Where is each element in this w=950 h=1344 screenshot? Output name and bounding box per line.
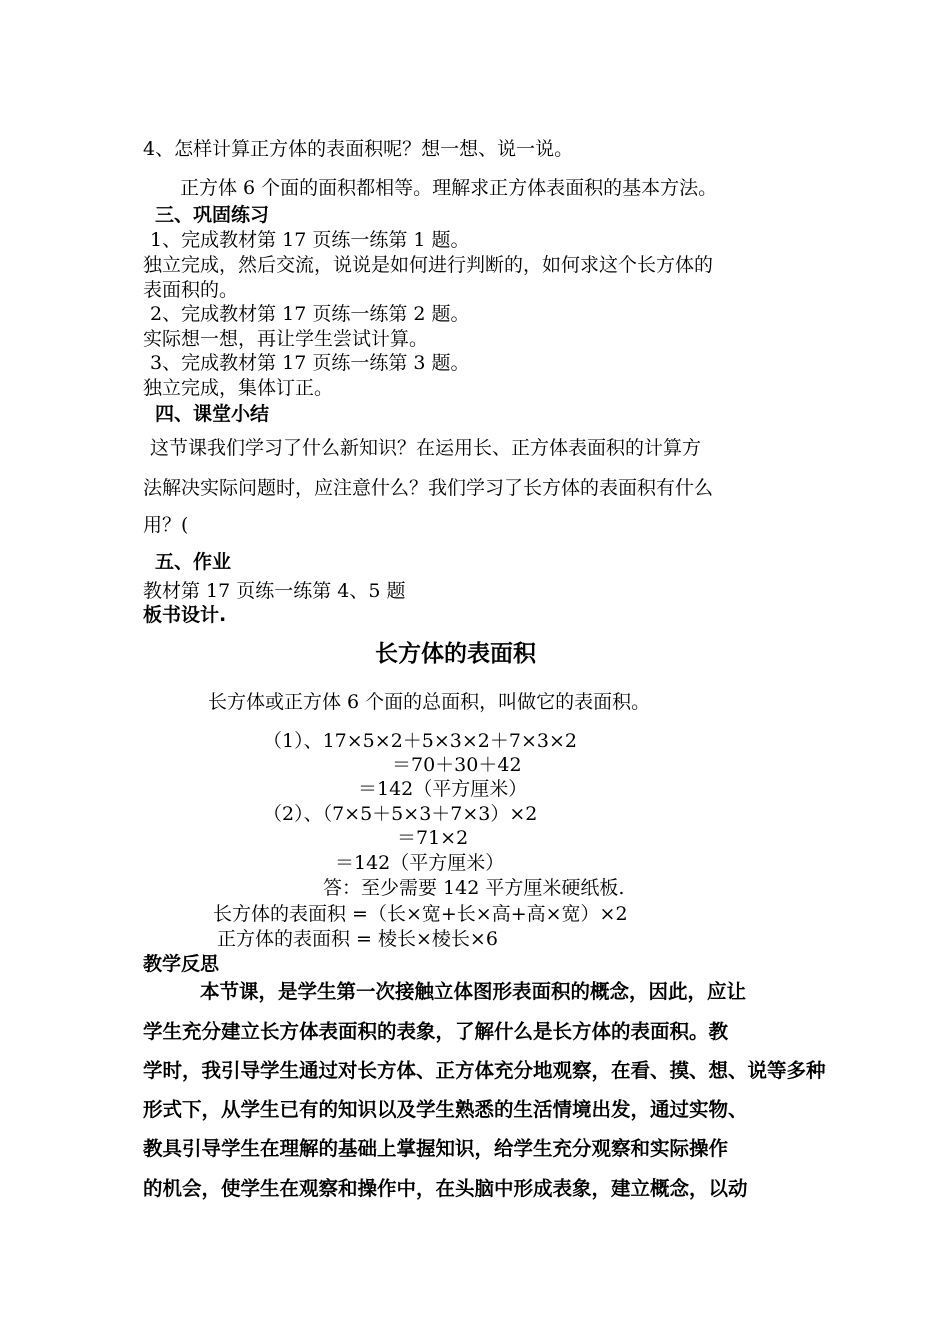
reflection-heading: 教学反思 xyxy=(143,953,220,975)
calc-2-line-1: （2）、（7×5＋5×3＋7×3）×2 xyxy=(263,803,538,825)
formula-cube: 正方体的表面积 = 棱长×棱长×6 xyxy=(217,928,498,950)
practice-item-3-note: 独立完成，集体订正。 xyxy=(143,377,334,399)
reflection-line-3: 学时，我引导学生通过对长方体、正方体充分地观察，在看、摸、想、说等多种 xyxy=(143,1059,826,1082)
board-definition: 长方体或正方体 6 个面的总面积，叫做它的表面积。 xyxy=(208,691,651,713)
calc-2-line-3: ＝142（平方厘米） xyxy=(335,852,505,874)
board-heading: 板书设计. xyxy=(143,604,227,626)
calc-1-line-3: ＝142（平方厘米） xyxy=(358,778,528,800)
reflection-line-2: 学生充分建立长方体表面积的表象，了解什么是长方体的表面积。教 xyxy=(143,1020,729,1043)
homework-text: 教材第 17 页练一练第 4、5 题 xyxy=(143,580,406,602)
homework-heading: 五、作业 xyxy=(155,551,232,573)
calc-answer: 答：至少需要 142 平方厘米硬纸板. xyxy=(323,877,625,899)
board-title: 长方体的表面积 xyxy=(375,641,536,667)
reflection-line-6: 的机会，使学生在观察和操作中，在头脑中形成表象，建立概念，以动 xyxy=(143,1177,748,1200)
formula-cuboid: 长方体的表面积 =（长×宽+长×高+高×宽）×2 xyxy=(213,903,628,925)
calc-1-line-1: （1）、17×5×2＋5×3×2＋7×3×2 xyxy=(263,730,577,752)
practice-item-2-note: 实际想一想，再让学生尝试计算。 xyxy=(143,328,429,350)
reflection-line-5: 教具引导学生在理解的基础上掌握知识，给学生充分观察和实际操作 xyxy=(143,1137,729,1160)
reflection-line-4: 形式下，从学生已有的知识以及学生熟悉的生活情境出发，通过实物、 xyxy=(143,1098,748,1121)
practice-item-1: 1、完成教材第 17 页练一练第 1 题。 xyxy=(150,229,470,251)
practice-heading: 三、巩固练习 xyxy=(155,204,270,226)
summary-line-3: 用？( xyxy=(143,514,189,536)
calc-1-line-2: ＝70＋30＋42 xyxy=(392,754,522,776)
summary-line-2: 法解决实际问题时，应注意什么？我们学习了长方体的表面积有什么 xyxy=(143,477,714,499)
practice-item-2: 2、完成教材第 17 页练一练第 2 题。 xyxy=(150,303,470,325)
question-4-note: 正方体 6 个面的面积都相等。理解求正方体表面积的基本方法。 xyxy=(180,177,718,199)
question-4: 4、怎样计算正方体的表面积呢？想一想、说一说。 xyxy=(143,138,574,160)
calc-2-line-2: ＝71×2 xyxy=(397,827,469,849)
summary-line-1: 这节课我们学习了什么新知识？在运用长、正方体表面积的计算方 xyxy=(150,437,702,459)
practice-item-1-note: 独立完成，然后交流，说说是如何进行判断的，如何求这个长方体的 xyxy=(143,254,714,276)
practice-item-1-note-cont: 表面积的。 xyxy=(143,279,239,301)
practice-item-3: 3、完成教材第 17 页练一练第 3 题。 xyxy=(150,352,470,374)
reflection-line-1: 本节课，是学生第一次接触立体图形表面积的概念，因此，应让 xyxy=(200,980,747,1003)
summary-heading: 四、课堂小结 xyxy=(155,403,270,425)
